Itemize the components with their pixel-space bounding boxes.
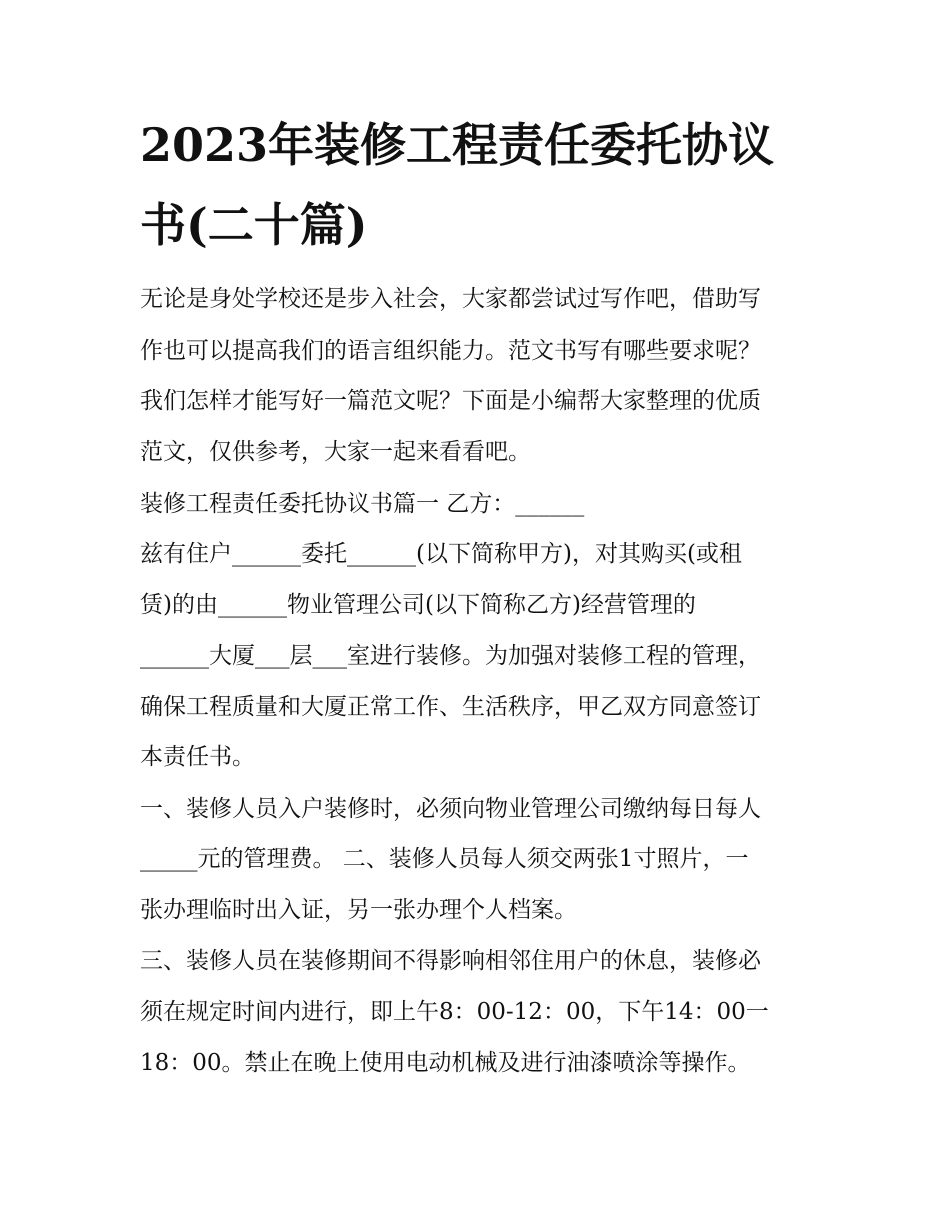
body-line: 范文，仅供参考，大家一起来看看吧。 [140,439,531,465]
document-title-line-2: 书(二十篇) [140,198,368,252]
clause-line: _____元的管理费。 二、装修人员每人须交两张1寸照片，一 [140,846,749,872]
clause-line: 一、装修人员入户装修时，必须向物业管理公司缴纳每日每人 [140,796,761,822]
clause-line: 张办理临时出入证，另一张办理个人档案。 [140,897,577,923]
body-line: 作也可以提高我们的语言组织能力。范文书写有哪些要求呢？ [140,338,761,364]
body-line: 本责任书。 [140,744,255,770]
clause-line: 三、装修人员在装修期间不得影响相邻住用户的休息，装修必 [140,948,761,974]
clause-line: 18：00。禁止在晚上使用电动机械及进行油漆喷涂等操作。 [140,1050,751,1076]
body-line: 兹有住户______委托______(以下简称甲方)，对其购买(或租 [140,541,742,567]
document-title-line-1: 2023年装修工程责任委托协议 [140,118,775,172]
body-line: ______大厦___层___室进行装修。为加强对装修工程的管理， [140,643,761,669]
body-line: 无论是身处学校还是步入社会，大家都尝试过写作吧，借助写 [140,286,761,312]
body-line: 我们怎样才能写好一篇范文呢？下面是小编帮大家整理的优质 [140,388,761,414]
body-line: 赁)的由______物业管理公司(以下简称乙方)经营管理的 [140,592,696,618]
section-heading-line: 装修工程责任委托协议书篇一 乙方：______ [140,491,585,517]
clause-line: 须在规定时间内进行，即上午8：00-12：00，下午14：00一 [140,999,769,1025]
body-line: 确保工程质量和大厦正常工作、生活秩序，甲乙双方同意签订 [140,694,761,720]
